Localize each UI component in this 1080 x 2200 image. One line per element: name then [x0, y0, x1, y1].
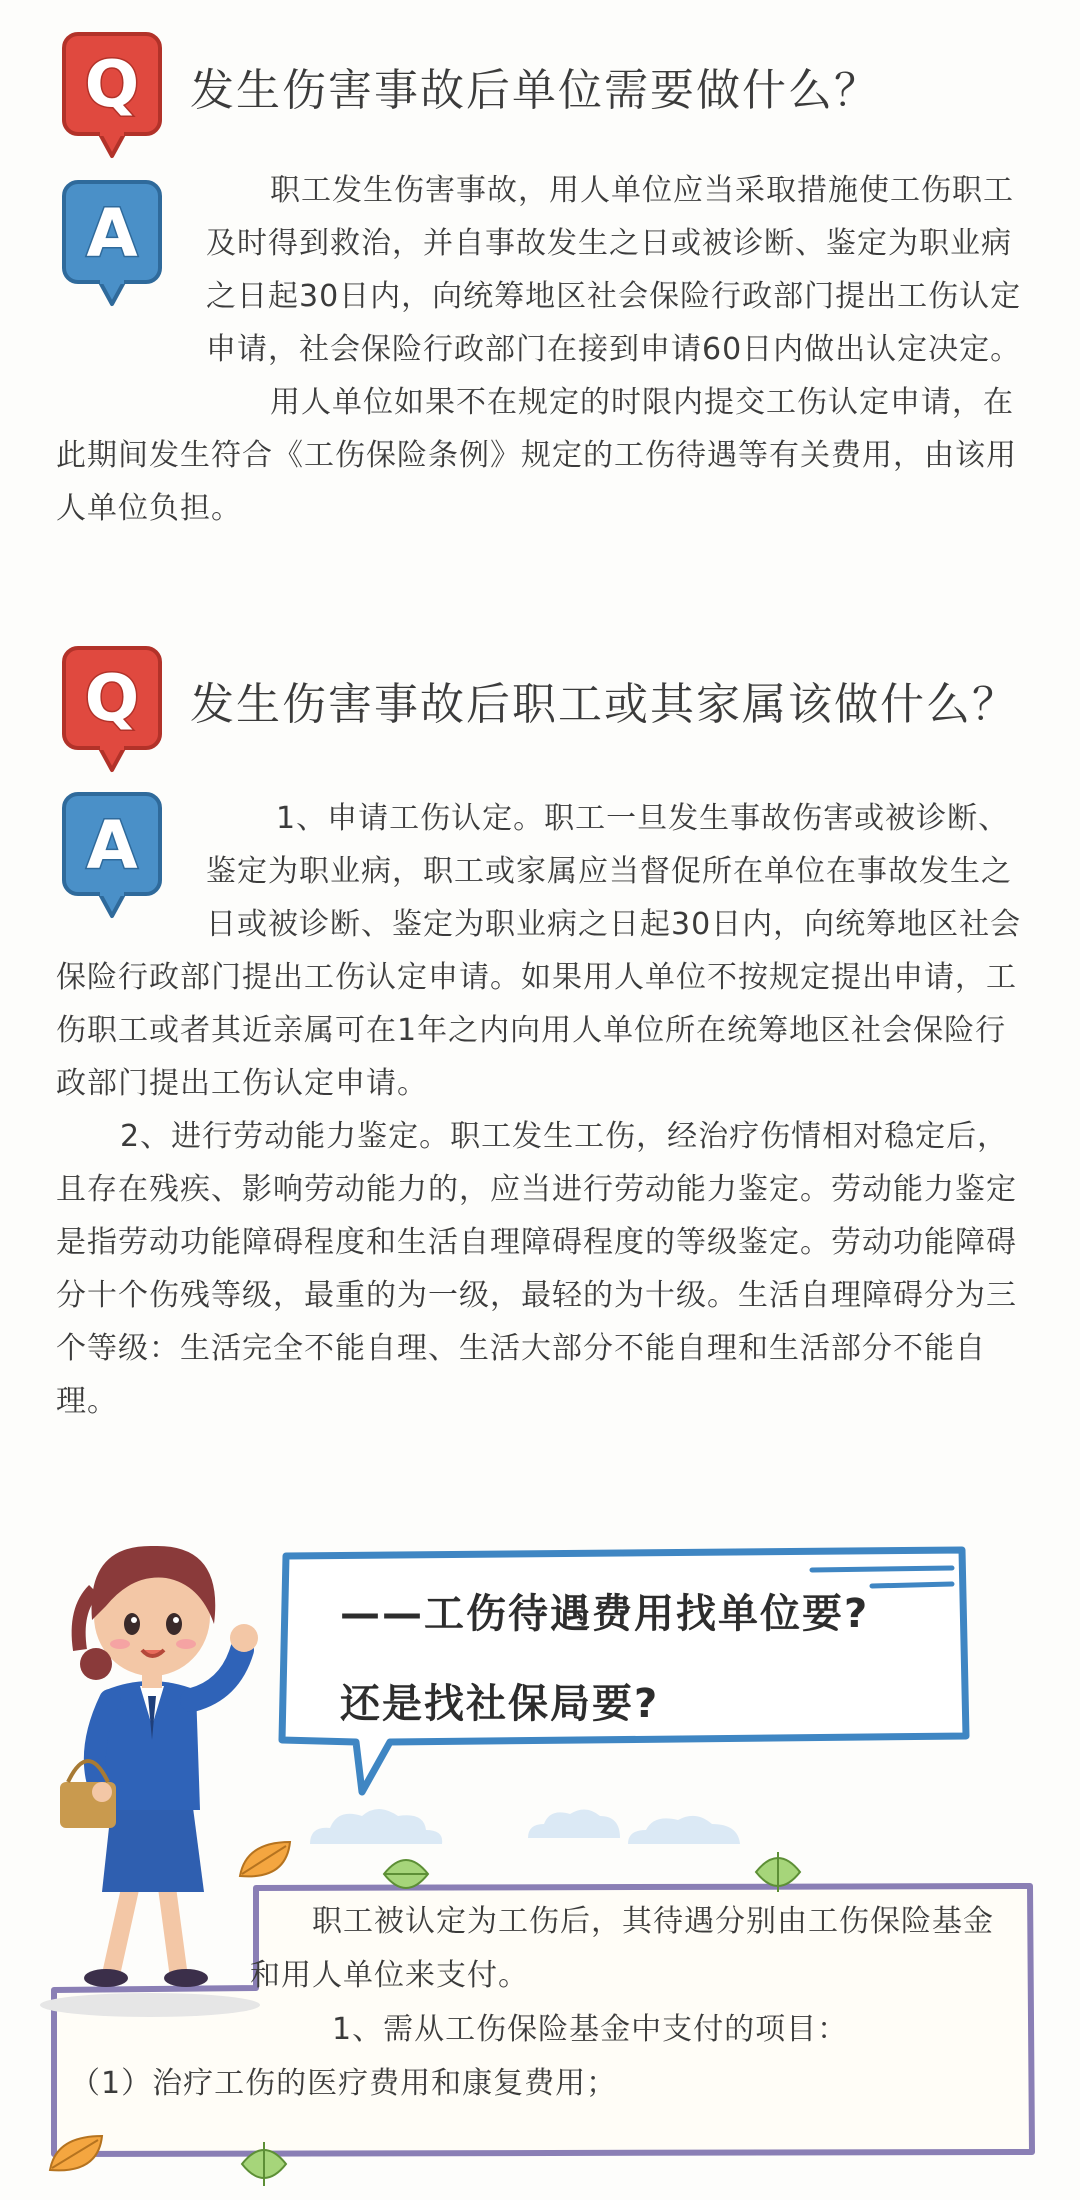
leaf-icon: [378, 1848, 434, 1898]
callout-line-1: ——工伤待遇费用找单位要?: [340, 1591, 870, 1637]
bottom-paragraph: 1、需从工伤保险基金中支付的项目：: [332, 2012, 849, 2047]
girl-illustration: [20, 1500, 280, 2020]
bottom-paragraph: （1）治疗工伤的医疗费用和康复费用；: [70, 2066, 618, 2101]
leaf-icon: [46, 2130, 108, 2180]
answer-text: [56, 164, 1036, 535]
leaf-icon: [236, 2136, 292, 2192]
question-title: 发生伤害事故后单位需要做什么？: [190, 65, 880, 116]
cloud-icon: [620, 1806, 750, 1850]
question-icon: [60, 30, 164, 162]
question-icon: [60, 644, 164, 776]
answer-paragraph: 1、申请工伤认定。职工一旦发生事故伤害或被诊断、鉴定为职业病，职工或家属应当督促所在单位在事故发生之日或被诊断、鉴定为职业病之日起30日内，向统筹地区社会保险行政部门提出工伤认定申请。如果用人单位不按规定提出申请，工伤职工或者其近亲属可在1年之内向用人单位所在统筹地区社会保险行政部门提出工伤认定申请。: [56, 801, 1022, 1101]
answer-paragraph: 2、进行劳动能力鉴定。职工发生工伤，经治疗伤情相对稳定后，且存在残疾、影响劳动能力的，应当进行劳动能力鉴定。劳动能力鉴定是指劳动功能障碍程度和生活自理障碍程度的等级鉴定。劳动功能障碍分十个伤残等级，最重的为一级，最轻的为十级。生活自理障碍分为三个等级：生活完全不能自理、生活大部分不能自理和生活部分不能自理。: [56, 1119, 1017, 1419]
svg-text:A: A: [86, 195, 138, 272]
answer-paragraph: 用人单位如果不在规定的时限内提交工伤认定申请，在此期间发生符合《工伤保险条例》规定的工伤待遇等有关费用，由该用人单位负担。: [56, 385, 1017, 526]
answer-paragraph: 职工发生伤害事故，用人单位应当采取措施使工伤职工及时得到救治，并自事故发生之日或被诊断、鉴定为职业病之日起30日内，向统筹地区社会保险行政部门提出工伤认定申请，社会保险行政部门在接到申请60日内做出认定决定。: [206, 173, 1022, 367]
question-title: 发生伤害事故后职工或其家属该做什么？: [190, 679, 1018, 730]
bottom-paragraph: 职工被认定为工伤后，其待遇分别由工伤保险基金和用人单位来支付。: [250, 1904, 994, 1993]
bottom-text: [70, 1895, 1010, 2111]
callout-bubble: [272, 1546, 972, 1764]
answer-text: [56, 792, 1036, 1428]
svg-text:Q: Q: [84, 48, 140, 122]
leaf-icon: [750, 1846, 806, 1896]
svg-text:Q: Q: [84, 662, 140, 736]
cloud-icon: [520, 1800, 630, 1844]
svg-text:A: A: [86, 807, 138, 884]
cloud-icon: [300, 1800, 450, 1850]
callout-line-2: 还是找社保局要?: [340, 1681, 660, 1727]
